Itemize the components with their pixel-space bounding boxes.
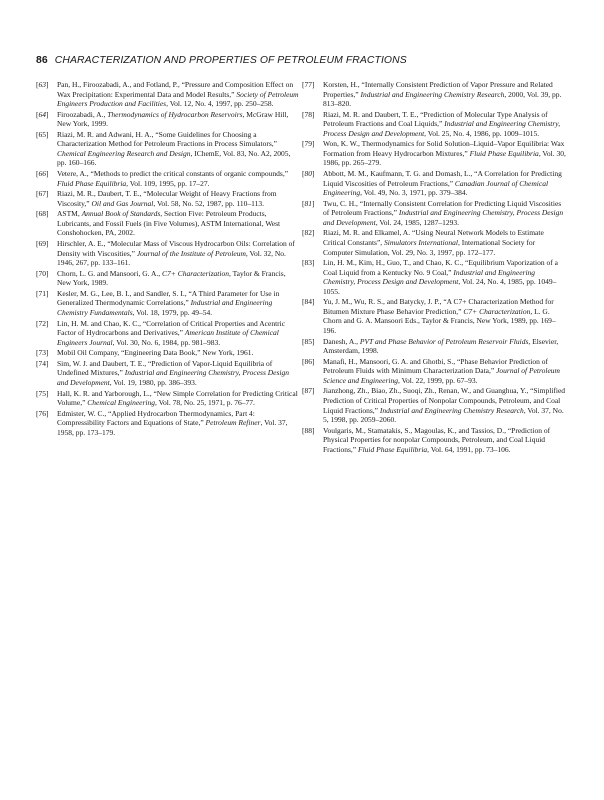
reference-text: Jianzhong, Zh., Biao, Zh., Suoqi, Zh., Renan, W., and Guanghua, Y., “Simplified Prediction of Critical Properties of Nonpolar Compounds, Petroleum, and Coal Liquid Fractions,” — [323, 386, 566, 415]
reference-number: [88] — [302, 425, 315, 435]
reference-number: [70] — [36, 268, 49, 278]
reference-number: [82] — [302, 228, 315, 238]
reference-number-value: 75 — [38, 388, 46, 398]
running-title: CHARACTERIZATION AND PROPERTIES OF PETROLEUM FRACTIONS — [54, 55, 407, 66]
reference-text: , Vol. 19, 1980, pp. 386–393. — [109, 377, 197, 387]
reference-item — [302, 337, 566, 356]
reference-source-title: Chemical Engineering Research and Design — [57, 148, 191, 158]
reference-source-title: Canadian Journal of Chemical Engineering — [323, 178, 549, 198]
reference-number-value: 70 — [38, 268, 46, 278]
reference-item — [302, 169, 566, 198]
reference-text: Voulgaris, M., Stamatakis, S., Magoulas, K., and Tassios, D., “Prediction of Physical Properties for nonpolar Compounds, Petroleum, and Coal Liquid Fractions,” — [323, 425, 551, 454]
reference-item — [302, 426, 566, 455]
reference-text: Mobil Oil Company, “Engineering Data Book,” New York, 1961. — [57, 348, 254, 358]
reference-text: Hall, K. R. and Yarborough, L., “New Simple Correlation for Predicting Critical Volume,” — [57, 388, 298, 408]
reference-number-value: 72 — [38, 318, 46, 328]
reference-number: [80] — [302, 169, 315, 179]
reference-item — [36, 110, 300, 129]
reference-text: , Vol. 64, 1991, pp. 73–106. — [427, 444, 511, 454]
reference-number-value: 86 — [304, 356, 312, 366]
reference-number-value: 85 — [304, 336, 312, 346]
reference-text: , McGraw Hill, New York, 1999. — [57, 109, 289, 129]
reference-number: [87] — [302, 386, 315, 396]
reference-source-title: Industrial and Engineering Chemistry, Process Design and Development — [323, 119, 561, 138]
reference-text: , Vol. 32, No. 1946, 267, pp. 133–161. — [57, 248, 286, 268]
reference-text: Kesler, M. G., Lee, B. I., and Sandler, S. I., “A Third Parameter for Use in Generalized Thermodynamic Correlations,” — [57, 288, 280, 308]
reference-source-title: American Institute of Chemical Engineers Journal — [57, 328, 279, 347]
reference-number: [79] — [302, 139, 315, 149]
reference-text: Korsten, H., “Internally Consistent Prediction of Vapor Pressure and Related Properties,” — [323, 80, 553, 99]
reference-number-value: 67 — [38, 189, 46, 199]
reference-number-value: 82 — [304, 228, 312, 238]
reference-source-title: Simulators International — [384, 237, 459, 247]
reference-number-value: 69 — [38, 239, 46, 249]
reference-text: Edmister, W. C., “Applied Hydrocarbon Thermodynamics, Part 4: Compressibility Factors and Equations of State,” — [57, 408, 255, 428]
reference-source-title: Industrial and Engineering Chemistry Research — [379, 405, 524, 415]
reference-text: , Section Five: Petroleum Products, Lubricants, and Fossil Fuels (in Five Volumes), ASTM International, West Conshohocken, PA, 2002. — [57, 209, 281, 238]
reference-text: ASTM, — [57, 209, 82, 219]
reference-item — [36, 209, 300, 238]
reference-source-title: C7+ Characterization — [162, 268, 229, 278]
reference-text: , Vol. 30, No. 6, 1984, pp. 981–983. — [112, 337, 221, 347]
reference-source-title: Industrial and Engineering Chemistry Research — [360, 89, 505, 99]
reference-item — [36, 269, 300, 288]
reference-text: , Vol. 37, 1958, pp. 173–179. — [57, 418, 288, 437]
reference-number: [74] — [36, 358, 49, 368]
reference-text: , Vol. 30, 1986, pp. 265–279. — [323, 148, 566, 168]
reference-item — [36, 80, 300, 109]
reference-text: , Vol. 24, No. 4, 1985, pp. 1049–1055. — [323, 277, 557, 296]
reference-text: , Elsevier, Amsterdam, 1998. — [323, 336, 559, 356]
reference-number-value: 79 — [304, 139, 312, 149]
reference-item — [302, 228, 566, 257]
reference-item — [36, 359, 300, 388]
reference-text: , Vol. 22, 1999, pp. 67–93. — [397, 375, 478, 385]
reference-text: Danesh, A., — [323, 336, 360, 346]
reference-number: [81] — [302, 198, 315, 208]
reference-number: [76] — [36, 408, 49, 418]
reference-item — [36, 189, 300, 208]
reference-source-title: Fluid Phase Equilibria — [469, 148, 539, 158]
reference-text: Won, K. W., Thermodynamics for Solid Solution–Liquid–Vapor Equilibria: Wax Formation from Heavy Hydrocarbon Mixtures,” — [323, 139, 565, 158]
reference-text: , Vol. 25, No. 4, 1986, pp. 1009–1015. — [424, 128, 540, 138]
reference-number-value: 77 — [304, 80, 312, 89]
reference-text: , Vol. 109, 1995, pp. 17–27. — [126, 178, 210, 188]
reference-item — [302, 80, 566, 109]
reference-number: [72] — [36, 318, 49, 328]
reference-text: Manafi, H., Mansoori, G. A. and Ghotbi, S., “Phase Behavior Prediction of Petroleum Fluids with Minimum Characterization Data,” — [323, 356, 548, 376]
reference-item — [36, 130, 300, 168]
reference-number: [86] — [302, 356, 315, 366]
running-header — [36, 55, 407, 66]
reference-source-title: PVT and Phase Behavior of Petroleum Reservoir Fluids — [359, 336, 529, 346]
page-number: 86 — [36, 55, 48, 66]
reference-number-value: 63 — [38, 80, 46, 89]
reference-text: Lin, H. M. and Chao, K. C., “Correlation of Critical Properties and Acentric Factor of Hydrocarbons and Derivatives,” — [57, 318, 286, 338]
reference-text: Lin, H. M., Kim, H., Guo, T., and Chao, K. C., “Equilibrium Vaporization of a Coal Liquid from a Kentucky No. 9 Coal,” — [323, 258, 558, 277]
reference-source-title: Industrial and Engineering Chemistry Fundamentals — [57, 298, 273, 317]
reference-source-title: Industrial and Engineering Chemistry, Process Design and Development — [323, 208, 564, 227]
reference-number-value: 74 — [38, 358, 46, 368]
reference-text: , L. G. Chorn and G. A. Mansoori Eds., Taylor & Francis, New York, 1989, pp. 169–196. — [323, 306, 556, 335]
reference-item — [302, 110, 566, 139]
reference-item — [36, 409, 300, 438]
reference-number-value: 80 — [304, 169, 312, 179]
reference-item — [36, 239, 300, 268]
reference-text: Abbott, M. M., Kaufmann, T. G. and Domash, L., “A Correlation for Predicting Liquid Viscosities of Petroleum Fractions,” — [323, 169, 562, 188]
reference-number-value: 66 — [38, 169, 46, 179]
reference-number: [78] — [302, 109, 315, 119]
reference-text: Riazi, M. R. and Daubert, T. E., “Prediction of Molecular Type Analysis of Petroleum Fractions and Coal Liquids,” — [323, 109, 548, 129]
reference-number-value: 78 — [304, 109, 312, 119]
reference-text: , Taylor & Francis, New York, 1989. — [57, 268, 286, 288]
reference-number-value: 65 — [38, 129, 46, 139]
reference-number: [64] — [36, 109, 49, 119]
reference-source-title: Industrial and Engineering Chemistry, Process Design and Development — [57, 368, 289, 387]
reference-item — [36, 389, 300, 408]
reference-number: [77] — [302, 80, 315, 89]
reference-source-title: Fluid Phase Equilibria — [57, 178, 127, 188]
reference-text: Pan, H., Firoozabadi, A., and Fotland, P., “Pressure and Composition Effect on Wax Precipitation: Experimental Data and Model Results,” — [57, 80, 294, 99]
reference-source-title: Society of Petroleum Engineers Production and Facilities — [57, 89, 299, 109]
reference-number: [68] — [36, 209, 49, 219]
reference-item — [36, 319, 300, 348]
reference-text: , Vol. 49, No. 3, 1971, pp. 379–384. — [360, 188, 468, 198]
reference-text: Riazi, M. R., Daubert, T. E., “Molecular Weight of Heavy Fractions from Viscosity,” — [57, 189, 277, 208]
reference-text: , Vol. 18, 1979, pp. 49–54. — [132, 307, 213, 317]
reference-number-value: 76 — [38, 408, 46, 418]
reference-number: [71] — [36, 288, 49, 298]
reference-text: , Vol. 12, No. 4, 1997, pp. 250–258. — [166, 99, 274, 109]
reference-text: , International Society for Computer Simulation, Vol. 29, No. 3, 1997, pp. 172–177. — [323, 237, 536, 257]
reference-number: [67] — [36, 189, 49, 199]
reference-text: Riazi, M. R. and Elkamel, A. “Using Neural Network Models to Estimate Critical Constants”, — [323, 228, 544, 247]
reference-text: Hirschler, A. E., “Molecular Mass of Viscous Hydrocarbon Oils: Correlation of Density with Viscosities,” — [57, 239, 295, 258]
reference-text: , Vol. 58, No. 52, 1987, pp. 110–113. — [153, 198, 264, 208]
reference-item — [302, 258, 566, 296]
reference-item — [302, 199, 566, 228]
reference-item — [36, 348, 300, 358]
reference-text: , Vol. 37, No. 5, 1998, pp. 2059–2060. — [323, 405, 564, 425]
reference-number-value: 87 — [304, 386, 312, 396]
reference-number-value: 73 — [38, 348, 46, 358]
reference-number: [65] — [36, 129, 49, 139]
reference-text: Sim, W. J. and Daubert, T. E., “Prediction of Vapor-Liquid Equilibria of Undefined Mixtures,” — [57, 358, 273, 378]
reference-text: Vetere, A., “Methods to predict the critical constants of organic compounds,” — [57, 169, 289, 179]
reference-text: , IChemE, Vol. 83, No. A2, 2005, pp. 160–166. — [57, 148, 291, 168]
reference-text: , Vol. 78, No. 25, 1971, p. 76–77. — [154, 398, 255, 408]
reference-source-title: Industrial and Engineering Chemistry, Process Design and Development — [323, 267, 536, 287]
reference-source-title: Thermodynamics of Hydrocarbon Reservoirs — [107, 109, 243, 119]
reference-source-title: Annual Book of Standards — [81, 209, 161, 219]
reference-text: , Vol. 24, 1985, 1287–1293. — [375, 217, 459, 227]
references-column-left — [36, 80, 300, 438]
reference-item — [36, 289, 300, 318]
reference-source-title: C7+ Characterization — [463, 306, 531, 316]
reference-number: [63] — [36, 80, 49, 89]
reference-number: [84] — [302, 297, 315, 307]
reference-item — [36, 169, 300, 188]
reference-number-value: 64 — [38, 109, 46, 119]
reference-number: [66] — [36, 169, 49, 179]
reference-text: , 2000, Vol. 39, pp. 813–820. — [323, 89, 562, 109]
reference-number: [69] — [36, 239, 49, 249]
reference-number-value: 68 — [38, 209, 46, 219]
references-column-right — [302, 80, 566, 455]
reference-text: Chorn, L. G. and Mansoori, G. A., — [57, 268, 162, 278]
reference-source-title: Journal of the Institute of Petroleum — [136, 248, 246, 258]
reference-number: [75] — [36, 388, 49, 398]
reference-item — [302, 386, 566, 424]
reference-number: [83] — [302, 258, 315, 268]
reference-item — [302, 357, 566, 386]
reference-number: [85] — [302, 336, 315, 346]
reference-number-value: 81 — [304, 198, 312, 208]
reference-source-title: Chemical Engineering — [87, 398, 155, 408]
reference-source-title: Journal of Petroleum Science and Engineering — [323, 366, 560, 385]
reference-text: Twu, C. H., “Internally Consistent Correlation for Predicting Liquid Viscosities of Petroleum Fractions,” — [323, 198, 562, 218]
reference-text: Riazi, M. R. and Adwani, H. A., “Some Guidelines for Choosing a Characterization Method for Petroleum Fractions in Process Simulators,” — [57, 129, 277, 149]
reference-item — [302, 139, 566, 168]
reference-source-title: Oil and Gas Journal — [91, 198, 154, 208]
reference-number-value: 84 — [304, 297, 312, 307]
reference-number-value: 88 — [304, 425, 312, 435]
reference-text: Yu, J. M., Wu, R. S., and Batycky, J. P., “A C7+ Characterization Method for Bitumen Mixture Phase Behavior Prediction,” — [323, 297, 554, 316]
reference-text: Firoozabadi, A., — [57, 109, 108, 119]
reference-source-title: Fluid Phase Equilibria — [358, 444, 428, 454]
reference-item — [302, 297, 566, 335]
reference-number: [73] — [36, 348, 49, 358]
reference-source-title: Petroleum Refiner — [205, 418, 261, 428]
reference-number-value: 71 — [38, 288, 46, 298]
reference-number-value: 83 — [304, 258, 312, 268]
